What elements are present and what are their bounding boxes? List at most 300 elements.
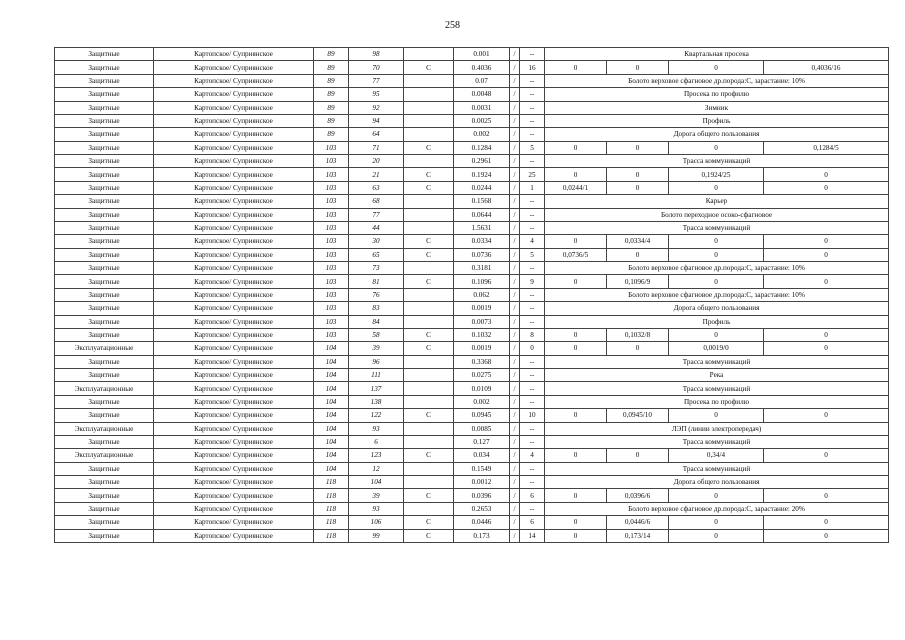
forestry-cell: Картопское/ Суприянское (154, 74, 314, 87)
species-mark-cell (404, 195, 454, 208)
separator-cell: / (510, 462, 520, 475)
volume-cell: 5 (520, 248, 545, 261)
species-mark-cell: С (404, 275, 454, 288)
volume-cell: 16 (520, 61, 545, 74)
value-cell-3: 0 (669, 181, 764, 194)
quarter-cell: 104 (314, 382, 349, 395)
forestry-cell: Картопское/ Суприянское (154, 355, 314, 368)
section-cell: 104 (349, 476, 404, 489)
quarter-cell: 103 (314, 195, 349, 208)
volume-cell: -- (520, 476, 545, 489)
forestry-cell: Картопское/ Суприянское (154, 449, 314, 462)
category-cell: Защитные (55, 181, 154, 194)
value-cell-1: 0 (545, 489, 607, 502)
volume-cell: -- (520, 315, 545, 328)
section-cell: 77 (349, 74, 404, 87)
separator-cell: / (510, 141, 520, 154)
species-mark-cell (404, 422, 454, 435)
value-cell-3: 0,34/4 (669, 449, 764, 462)
area-cell: 0.0073 (454, 315, 510, 328)
table-row (55, 141, 889, 154)
table-row (55, 288, 889, 301)
table-row (55, 48, 889, 61)
area-cell: 0.062 (454, 288, 510, 301)
area-cell: 0.2653 (454, 502, 510, 515)
category-cell: Защитные (55, 275, 154, 288)
forestry-cell: Картопское/ Суприянское (154, 181, 314, 194)
species-mark-cell: С (404, 235, 454, 248)
table-row (55, 262, 889, 275)
table-row (55, 435, 889, 448)
species-mark-cell (404, 262, 454, 275)
table-row (55, 382, 889, 395)
table-row (55, 328, 889, 341)
section-cell: 71 (349, 141, 404, 154)
separator-cell: / (510, 275, 520, 288)
quarter-cell: 104 (314, 342, 349, 355)
area-cell: 0.0031 (454, 101, 510, 114)
category-cell: Защитные (55, 435, 154, 448)
value-cell-4: 0,4036/16 (764, 61, 889, 74)
area-cell: 0.1549 (454, 462, 510, 475)
forestry-cell: Картопское/ Суприянское (154, 235, 314, 248)
species-mark-cell: С (404, 489, 454, 502)
separator-cell: / (510, 489, 520, 502)
section-cell: 39 (349, 489, 404, 502)
section-cell: 99 (349, 529, 404, 542)
table-row (55, 155, 889, 168)
section-cell: 138 (349, 395, 404, 408)
volume-cell: -- (520, 155, 545, 168)
table-row (55, 529, 889, 542)
species-mark-cell: С (404, 449, 454, 462)
section-cell: 20 (349, 155, 404, 168)
forestry-cell: Картопское/ Суприянское (154, 101, 314, 114)
table-row (55, 114, 889, 127)
table-row (55, 128, 889, 141)
volume-cell: -- (520, 88, 545, 101)
quarter-cell: 104 (314, 462, 349, 475)
forestry-cell: Картопское/ Суприянское (154, 369, 314, 382)
forestry-cell: Картопское/ Суприянское (154, 502, 314, 515)
quarter-cell: 103 (314, 221, 349, 234)
species-mark-cell: С (404, 181, 454, 194)
species-mark-cell (404, 395, 454, 408)
species-mark-cell (404, 288, 454, 301)
value-cell-3: 0 (669, 235, 764, 248)
area-cell: 0.0244 (454, 181, 510, 194)
value-cell-1: 0 (545, 516, 607, 529)
value-cell-4: 0 (764, 328, 889, 341)
land-type-cell: ЛЭП (линии электропередач) (545, 422, 889, 435)
section-cell: 123 (349, 449, 404, 462)
forestry-cell: Картопское/ Суприянское (154, 435, 314, 448)
table-row (55, 476, 889, 489)
area-cell: 0.1032 (454, 328, 510, 341)
volume-cell: 4 (520, 449, 545, 462)
value-cell-4: 0 (764, 235, 889, 248)
table-row (55, 248, 889, 261)
section-cell: 12 (349, 462, 404, 475)
species-mark-cell: С (404, 516, 454, 529)
area-cell: 0.0736 (454, 248, 510, 261)
area-cell: 0.0019 (454, 302, 510, 315)
category-cell: Защитные (55, 141, 154, 154)
section-cell: 96 (349, 355, 404, 368)
volume-cell: -- (520, 128, 545, 141)
forestry-cell: Картопское/ Суприянское (154, 221, 314, 234)
land-type-cell: Зимник (545, 101, 889, 114)
value-cell-3: 0 (669, 141, 764, 154)
value-cell-2: 0 (607, 141, 669, 154)
section-cell: 30 (349, 235, 404, 248)
category-cell: Эксплуатационные (55, 382, 154, 395)
species-mark-cell (404, 435, 454, 448)
forestry-cell: Картопское/ Суприянское (154, 155, 314, 168)
value-cell-4: 0 (764, 449, 889, 462)
species-mark-cell: С (404, 529, 454, 542)
separator-cell: / (510, 476, 520, 489)
category-cell: Защитные (55, 302, 154, 315)
separator-cell: / (510, 409, 520, 422)
volume-cell: -- (520, 302, 545, 315)
value-cell-3: 0,1924/25 (669, 168, 764, 181)
category-cell: Защитные (55, 74, 154, 87)
section-cell: 39 (349, 342, 404, 355)
category-cell: Защитные (55, 235, 154, 248)
quarter-cell: 104 (314, 409, 349, 422)
volume-cell: 8 (520, 328, 545, 341)
category-cell: Защитные (55, 101, 154, 114)
separator-cell: / (510, 208, 520, 221)
land-type-cell: Профиль (545, 315, 889, 328)
land-type-cell: Трасса коммуникаций (545, 155, 889, 168)
forestry-cell: Картопское/ Суприянское (154, 328, 314, 341)
land-type-cell: Дорога общего пользования (545, 128, 889, 141)
category-cell: Защитные (55, 128, 154, 141)
section-cell: 73 (349, 262, 404, 275)
quarter-cell: 103 (314, 275, 349, 288)
value-cell-4: 0 (764, 529, 889, 542)
value-cell-1: 0 (545, 409, 607, 422)
quarter-cell: 89 (314, 88, 349, 101)
value-cell-1: 0 (545, 529, 607, 542)
value-cell-1: 0 (545, 328, 607, 341)
section-cell: 95 (349, 88, 404, 101)
category-cell: Защитные (55, 409, 154, 422)
separator-cell: / (510, 395, 520, 408)
section-cell: 92 (349, 101, 404, 114)
forestry-cell: Картопское/ Суприянское (154, 529, 314, 542)
category-cell: Защитные (55, 529, 154, 542)
forestry-cell: Картопское/ Суприянское (154, 489, 314, 502)
quarter-cell: 104 (314, 435, 349, 448)
forestry-cell: Картопское/ Суприянское (154, 61, 314, 74)
area-cell: 0.3368 (454, 355, 510, 368)
separator-cell: / (510, 181, 520, 194)
value-cell-2: 0 (607, 248, 669, 261)
separator-cell: / (510, 248, 520, 261)
category-cell: Защитные (55, 315, 154, 328)
land-type-cell: Дорога общего пользования (545, 302, 889, 315)
volume-cell: -- (520, 221, 545, 234)
area-cell: 0.0048 (454, 88, 510, 101)
land-type-cell: Просека по профилю (545, 88, 889, 101)
separator-cell: / (510, 114, 520, 127)
section-cell: 93 (349, 422, 404, 435)
table-row (55, 61, 889, 74)
value-cell-1: 0 (545, 449, 607, 462)
area-cell: 0.034 (454, 449, 510, 462)
separator-cell: / (510, 422, 520, 435)
value-cell-2: 0 (607, 449, 669, 462)
area-cell: 0.1096 (454, 275, 510, 288)
land-type-cell: Просека по профилю (545, 395, 889, 408)
quarter-cell: 89 (314, 61, 349, 74)
value-cell-2: 0,0396/6 (607, 489, 669, 502)
species-mark-cell (404, 462, 454, 475)
category-cell: Эксплуатационные (55, 342, 154, 355)
forestry-cell: Картопское/ Суприянское (154, 315, 314, 328)
value-cell-2: 0,1096/9 (607, 275, 669, 288)
species-mark-cell: С (404, 168, 454, 181)
forestry-cell: Картопское/ Суприянское (154, 382, 314, 395)
separator-cell: / (510, 502, 520, 515)
quarter-cell: 103 (314, 155, 349, 168)
section-cell: 65 (349, 248, 404, 261)
area-cell: 0.07 (454, 74, 510, 87)
category-cell: Защитные (55, 262, 154, 275)
section-cell: 137 (349, 382, 404, 395)
species-mark-cell: С (404, 141, 454, 154)
section-cell: 111 (349, 369, 404, 382)
value-cell-3: 0 (669, 248, 764, 261)
quarter-cell: 103 (314, 288, 349, 301)
category-cell: Защитные (55, 114, 154, 127)
separator-cell: / (510, 529, 520, 542)
quarter-cell: 104 (314, 422, 349, 435)
category-cell: Защитные (55, 155, 154, 168)
quarter-cell: 118 (314, 516, 349, 529)
category-cell: Защитные (55, 489, 154, 502)
forestry-cell: Картопское/ Суприянское (154, 195, 314, 208)
table-row (55, 315, 889, 328)
value-cell-2: 0,1032/8 (607, 328, 669, 341)
area-cell: 0.0085 (454, 422, 510, 435)
table-row (55, 302, 889, 315)
section-cell: 98 (349, 48, 404, 61)
species-mark-cell: С (404, 342, 454, 355)
table-row (55, 275, 889, 288)
value-cell-3: 0 (669, 409, 764, 422)
forestry-cell: Картопское/ Суприянское (154, 275, 314, 288)
land-type-cell: Трасса коммуникаций (545, 382, 889, 395)
area-cell: 0.2961 (454, 155, 510, 168)
category-cell: Защитные (55, 369, 154, 382)
forestry-cell: Картопское/ Суприянское (154, 422, 314, 435)
area-cell: 0.0334 (454, 235, 510, 248)
value-cell-4: 0 (764, 516, 889, 529)
forestry-cell: Картопское/ Суприянское (154, 168, 314, 181)
species-mark-cell (404, 502, 454, 515)
quarter-cell: 103 (314, 302, 349, 315)
species-mark-cell (404, 114, 454, 127)
separator-cell: / (510, 382, 520, 395)
volume-cell: -- (520, 382, 545, 395)
species-mark-cell: С (404, 328, 454, 341)
quarter-cell: 104 (314, 355, 349, 368)
quarter-cell: 103 (314, 208, 349, 221)
table-row (55, 342, 889, 355)
table-row (55, 355, 889, 368)
volume-cell: 5 (520, 141, 545, 154)
forestry-cell: Картопское/ Суприянское (154, 208, 314, 221)
land-type-cell: Дорога общего пользования (545, 476, 889, 489)
land-type-cell: Болото переходное осоко-сфагновое (545, 208, 889, 221)
table-row (55, 516, 889, 529)
volume-cell: -- (520, 288, 545, 301)
land-type-cell: Болото верховое сфагновое др.порода:С, зарастание: 10% (545, 74, 889, 87)
land-type-cell: Квартальная просека (545, 48, 889, 61)
value-cell-2: 0,0446/6 (607, 516, 669, 529)
value-cell-2: 0,0334/4 (607, 235, 669, 248)
volume-cell: -- (520, 195, 545, 208)
value-cell-4: 0 (764, 342, 889, 355)
quarter-cell: 118 (314, 476, 349, 489)
quarter-cell: 103 (314, 235, 349, 248)
volume-cell: -- (520, 114, 545, 127)
value-cell-3: 0 (669, 489, 764, 502)
forestry-cell: Картопское/ Суприянское (154, 462, 314, 475)
land-type-cell: Профиль (545, 114, 889, 127)
table-row (55, 369, 889, 382)
area-cell: 0.0396 (454, 489, 510, 502)
area-cell: 0.002 (454, 128, 510, 141)
separator-cell: / (510, 355, 520, 368)
table-row (55, 181, 889, 194)
forestry-cell: Картопское/ Суприянское (154, 48, 314, 61)
volume-cell: 1 (520, 181, 545, 194)
species-mark-cell (404, 101, 454, 114)
land-type-cell: Трасса коммуникаций (545, 435, 889, 448)
value-cell-3: 0 (669, 529, 764, 542)
volume-cell: 4 (520, 235, 545, 248)
value-cell-1: 0,0244/1 (545, 181, 607, 194)
quarter-cell: 104 (314, 369, 349, 382)
quarter-cell: 89 (314, 114, 349, 127)
separator-cell: / (510, 168, 520, 181)
section-cell: 81 (349, 275, 404, 288)
section-cell: 122 (349, 409, 404, 422)
quarter-cell: 103 (314, 315, 349, 328)
section-cell: 44 (349, 221, 404, 234)
value-cell-3: 0 (669, 61, 764, 74)
volume-cell: -- (520, 502, 545, 515)
forestry-cell: Картопское/ Суприянское (154, 128, 314, 141)
value-cell-2: 0 (607, 168, 669, 181)
species-mark-cell (404, 369, 454, 382)
separator-cell: / (510, 128, 520, 141)
volume-cell: -- (520, 422, 545, 435)
table-row (55, 168, 889, 181)
species-mark-cell: С (404, 61, 454, 74)
table-row (55, 409, 889, 422)
volume-cell: -- (520, 74, 545, 87)
table-row (55, 489, 889, 502)
table-row (55, 449, 889, 462)
land-type-cell: Карьер (545, 195, 889, 208)
area-cell: 0.0275 (454, 369, 510, 382)
value-cell-1: 0 (545, 168, 607, 181)
table-row (55, 88, 889, 101)
table-row (55, 462, 889, 475)
table-row (55, 395, 889, 408)
species-mark-cell (404, 302, 454, 315)
separator-cell: / (510, 88, 520, 101)
forestry-cell: Картопское/ Суприянское (154, 262, 314, 275)
section-cell: 21 (349, 168, 404, 181)
value-cell-2: 0,0945/10 (607, 409, 669, 422)
separator-cell: / (510, 449, 520, 462)
quarter-cell: 89 (314, 128, 349, 141)
category-cell: Защитные (55, 288, 154, 301)
category-cell: Защитные (55, 48, 154, 61)
section-cell: 84 (349, 315, 404, 328)
separator-cell: / (510, 302, 520, 315)
species-mark-cell: С (404, 248, 454, 261)
value-cell-4: 0 (764, 409, 889, 422)
species-mark-cell (404, 208, 454, 221)
value-cell-2: 0,173/14 (607, 529, 669, 542)
quarter-cell: 89 (314, 101, 349, 114)
value-cell-3: 0 (669, 275, 764, 288)
category-cell: Эксплуатационные (55, 422, 154, 435)
volume-cell: 25 (520, 168, 545, 181)
area-cell: 0.0025 (454, 114, 510, 127)
table-row (55, 195, 889, 208)
section-cell: 76 (349, 288, 404, 301)
value-cell-1: 0 (545, 275, 607, 288)
category-cell: Защитные (55, 61, 154, 74)
area-cell: 0.0109 (454, 382, 510, 395)
quarter-cell: 118 (314, 502, 349, 515)
value-cell-2: 0 (607, 61, 669, 74)
species-mark-cell (404, 476, 454, 489)
species-mark-cell (404, 74, 454, 87)
separator-cell: / (510, 342, 520, 355)
area-cell: 0.0644 (454, 208, 510, 221)
quarter-cell: 103 (314, 141, 349, 154)
section-cell: 93 (349, 502, 404, 515)
separator-cell: / (510, 155, 520, 168)
forestry-cell: Картопское/ Суприянское (154, 302, 314, 315)
value-cell-1: 0,0736/5 (545, 248, 607, 261)
value-cell-4: 0,1284/5 (764, 141, 889, 154)
value-cell-4: 0 (764, 489, 889, 502)
table-row (55, 235, 889, 248)
section-cell: 64 (349, 128, 404, 141)
quarter-cell: 103 (314, 168, 349, 181)
category-cell: Защитные (55, 88, 154, 101)
value-cell-1: 0 (545, 342, 607, 355)
quarter-cell: 118 (314, 489, 349, 502)
volume-cell: -- (520, 395, 545, 408)
category-cell: Защитные (55, 328, 154, 341)
value-cell-3: 0 (669, 328, 764, 341)
value-cell-1: 0 (545, 61, 607, 74)
value-cell-1: 0 (545, 141, 607, 154)
category-cell: Защитные (55, 208, 154, 221)
